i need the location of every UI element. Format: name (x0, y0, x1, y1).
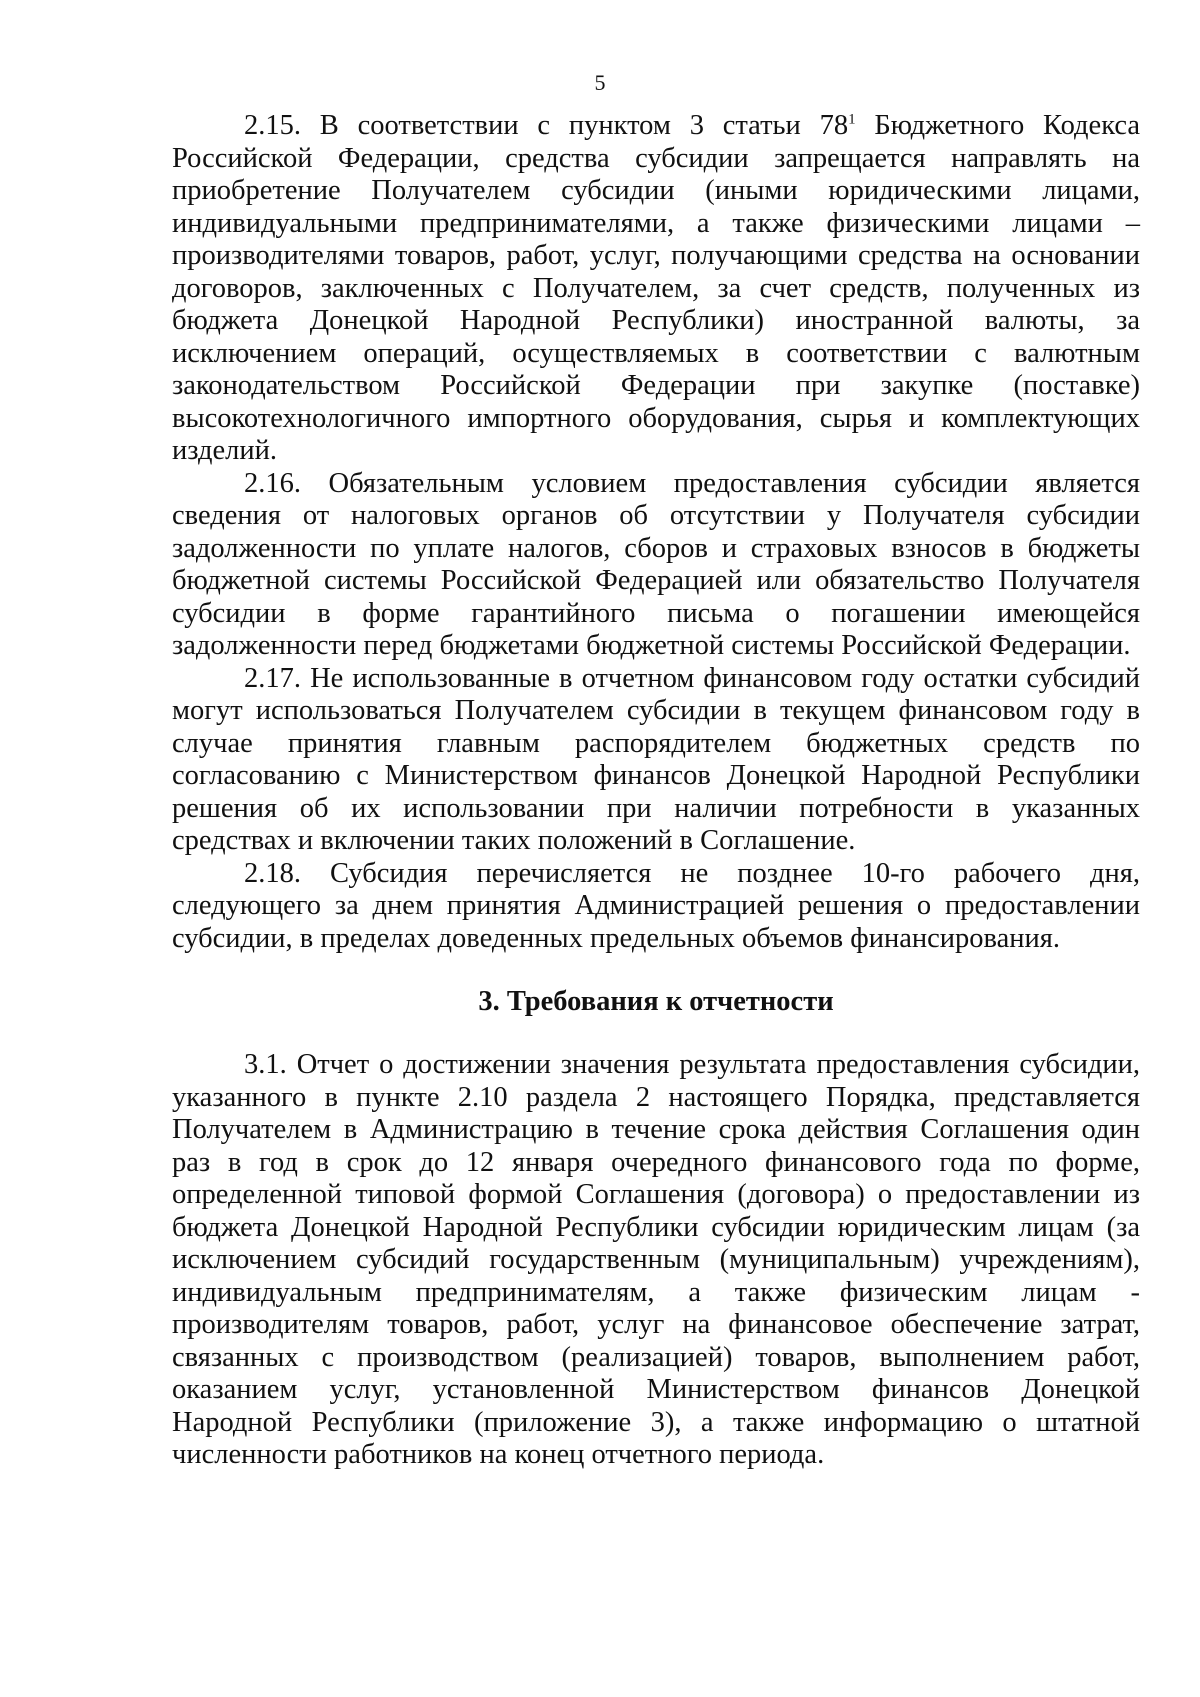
paragraph-2-17: 2.17. Не использованные в отчетном финансовом году остатки субсидий могут использоваться Получателем субсидии в текущем финансовом году в случае принятия главным распорядителем бюджетных средств по согласованию с Министерством финансов Донецкой Народной Республики решения об их использовании при наличии потребности в указанных средствах и включении таких положений в Соглашение. (172, 662, 1140, 856)
paragraph-2-18: 2.18. Субсидия перечисляется не позднее 10-го рабочего дня, следующего за днем принятия Администрацией решения о предоставлении субсидии, в пределах доведенных предельных объемов финансирования. (172, 857, 1140, 954)
document-body (172, 110, 1140, 1472)
paragraph-2-15-rest: Бюджетного Кодекса Российской Федерации, средства субсидии запрещается направлять на приобретение Получателем субсидии (иными юридическими лицами, индивидуальными предпринимателями, а также физическими лицами – производителями товаров, работ, услуг, получающими средства на основании договоров, заключенных с Получателем, за счет средств, полученных из бюджета Донецкой Народной Республики) иностранной валюты, за исключением операций, осуществляемых в соответствии с валютным законодательством Российской Федерации при закупке (поставке) высокотехнологичного импортного оборудования, сырья и комплектующих изделий. (172, 110, 1140, 466)
paragraph-3-1: 3.1. Отчет о достижении значения результата предоставления субсидии, указанного в пункте 2.10 раздела 2 настоящего Порядка, представляется Получателем в Администрацию в течение срока действия Соглашения один раз в год в срок до 12 января очередного финансового года по форме, определенной типовой формой Соглашения (договора) о предоставлении из бюджета Донецкой Народной Республики субсидии юридическим лицам (за исключением субсидий государственным (муниципальным) учреждениям), индивидуальным предпринимателям, а также физическим лицам - производителям товаров, работ, услуг на финансовое обеспечение затрат, связанных с производством (реализацией) товаров, выполнением работ, оказанием услуг, установленной Министерством финансов Донецкой Народной Республики (приложение 3), а также информацию о штатной численности работников на конец отчетного периода. (172, 1049, 1140, 1470)
footnote-superscript: 1 (848, 111, 856, 128)
paragraph-2-16: 2.16. Обязательным условием предоставления субсидии является сведения от налоговых органов об отсутствии у Получателя субсидии задолженности по уплате налогов, сборов и страховых взносов в бюджеты бюджетной системы Российской Федерацией или обязательство Получателя субсидии в форме гарантийного письма о погашении имеющейся задолженности перед бюджетами бюджетной системы Российской Федерации. (172, 467, 1140, 661)
page-number: 5 (594, 70, 606, 95)
paragraph-2-15 (172, 110, 1140, 468)
paragraph-2-15-lead: 2.15. В соответствии с пунктом 3 статьи 78 (244, 110, 849, 141)
section-heading-3: 3. Требования к отчетности (478, 986, 834, 1017)
